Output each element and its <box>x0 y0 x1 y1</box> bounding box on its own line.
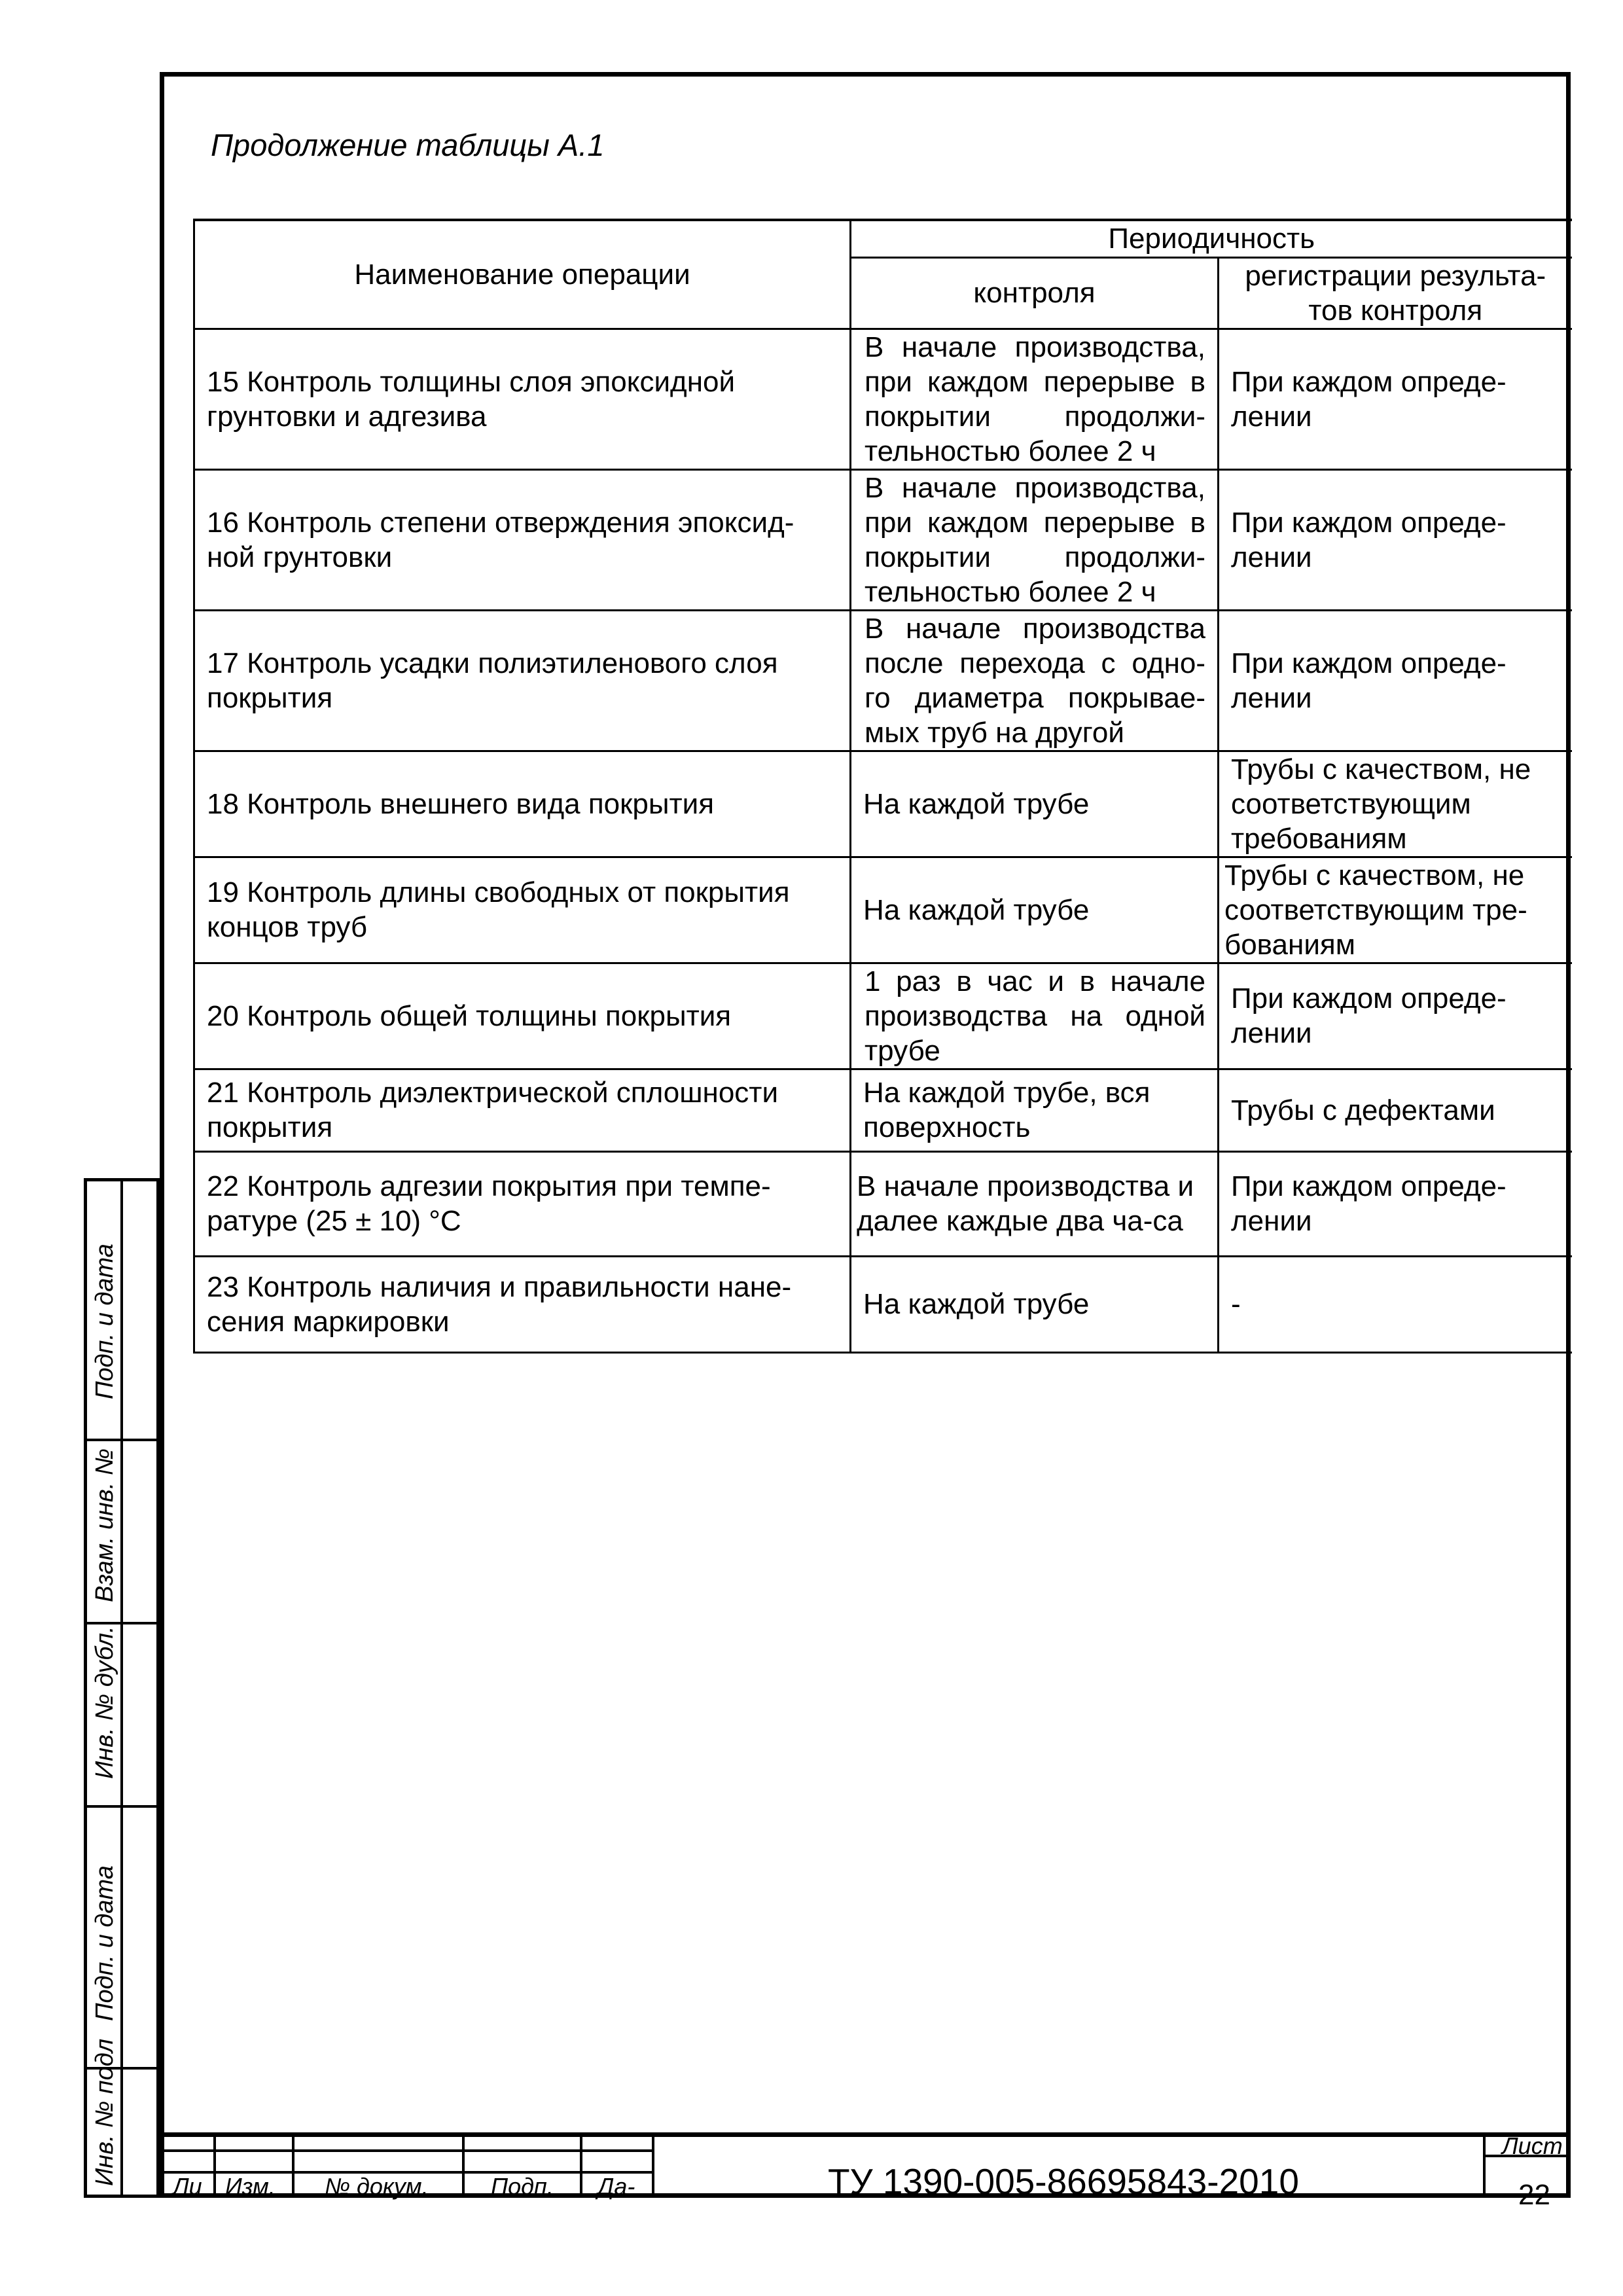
side-label-sign-date: Подп. и дата <box>91 1865 118 2021</box>
cell-operation: 19 Контроль длины свободных от покрытия концов труб <box>194 857 851 963</box>
sheet-label: Лист <box>1502 2132 1563 2159</box>
cell-control: В начале производства и далее каждые два ча-са <box>851 1151 1219 1256</box>
stamp-col-li: Ли <box>173 2173 202 2200</box>
table-row <box>194 610 1572 751</box>
side-stamp-divider <box>120 1178 123 2198</box>
header-registration: регистрации результа-тов контроля <box>1219 257 1572 329</box>
cell-registration: - <box>1219 1256 1572 1352</box>
side-label-orig-inv: Инв. № подл <box>91 2038 118 2186</box>
header-periodicity: Периодичность <box>851 220 1572 257</box>
cell-operation: 17 Контроль усадки полиэтиленового слоя покрытия <box>194 610 851 751</box>
title-block-divider <box>1483 2132 1486 2198</box>
title-block-divider <box>160 2149 652 2152</box>
cell-operation: 15 Контроль толщины слоя эпоксидной грунтовки и адгезива <box>194 329 851 469</box>
stamp-col-date: Да- <box>597 2173 635 2200</box>
cell-operation: 20 Контроль общей толщины покрытия <box>194 963 851 1069</box>
cell-registration: Трубы с дефектами <box>1219 1069 1572 1151</box>
cell-operation: 18 Контроль внешнего вида покрытия <box>194 751 851 857</box>
stamp-col-izm: Изм. <box>225 2173 276 2200</box>
sheet-number: 22 <box>1518 2179 1550 2211</box>
cell-control: В начале производства, при каждом перерыве в покрытии продолжи-тельностью более 2 ч <box>851 469 1219 610</box>
title-block-divider <box>213 2132 216 2198</box>
title-block-divider <box>580 2132 582 2198</box>
table-row <box>194 857 1572 963</box>
header-control: контроля <box>851 257 1219 329</box>
table-row <box>194 1151 1572 1256</box>
table-row <box>194 963 1572 1069</box>
table-row <box>194 1256 1572 1352</box>
table-header-row <box>194 220 1572 257</box>
cell-control: 1 раз в час и в начале производства на одной трубе <box>851 963 1219 1069</box>
side-label-replace-inv: Взам. инв. № <box>91 1448 118 1602</box>
side-label-sign-date: Подп. и дата <box>91 1244 118 1399</box>
cell-registration: При каждом опреде-лении <box>1219 610 1572 751</box>
side-stamp-divider <box>84 1805 160 1808</box>
document-code: ТУ 1390-005-86695843-2010 <box>828 2161 1299 2202</box>
table-row <box>194 1069 1572 1151</box>
side-label-dup-inv: Инв. № дубл. <box>91 1626 118 1779</box>
cell-registration: При каждом опреде-лении <box>1219 963 1572 1069</box>
cell-registration: Трубы с качеством, не соответствующим требованиям <box>1219 751 1572 857</box>
stamp-col-sign: Подп. <box>491 2173 554 2200</box>
cell-operation: 22 Контроль адгезии покрытия при темпе-ратуре (25 ± 10) °С <box>194 1151 851 1256</box>
side-stamp-divider <box>84 1439 160 1441</box>
table-caption: Продолжение таблицы А.1 <box>211 128 605 162</box>
table-row <box>194 751 1572 857</box>
cell-control: На каждой трубе <box>851 1256 1219 1352</box>
cell-registration: При каждом опреде-лении <box>1219 329 1572 469</box>
title-block-divider <box>292 2132 294 2198</box>
cell-control: На каждой трубе <box>851 857 1219 963</box>
table-row <box>194 329 1572 469</box>
cell-operation: 16 Контроль степени отверждения эпоксид-ной грунтовки <box>194 469 851 610</box>
cell-control: В начале производства, при каждом перерыве в покрытии продолжи-тельностью более 2 ч <box>851 329 1219 469</box>
title-block-divider <box>652 2132 654 2198</box>
side-stamp-divider <box>84 1622 160 1624</box>
stamp-col-doc-num: № докум. <box>325 2173 429 2200</box>
cell-operation: 23 Контроль наличия и правильности нане-сения маркировки <box>194 1256 851 1352</box>
operations-table <box>193 219 1572 1354</box>
cell-registration: При каждом опреде-лении <box>1219 469 1572 610</box>
header-operation: Наименование операции <box>194 220 851 329</box>
cell-control: На каждой трубе, вся поверхность <box>851 1069 1219 1151</box>
cell-control: На каждой трубе <box>851 751 1219 857</box>
cell-operation: 21 Контроль диэлектрической сплошности покрытия <box>194 1069 851 1151</box>
cell-registration: Трубы с качеством, не соответствующим тре-бованиям <box>1219 857 1572 963</box>
table-row <box>194 469 1572 610</box>
cell-registration: При каждом опреде-лении <box>1219 1151 1572 1256</box>
title-block-divider <box>462 2132 465 2198</box>
cell-control: В начале производства после перехода с одно-го диаметра покрывае-мых труб на другой <box>851 610 1219 751</box>
